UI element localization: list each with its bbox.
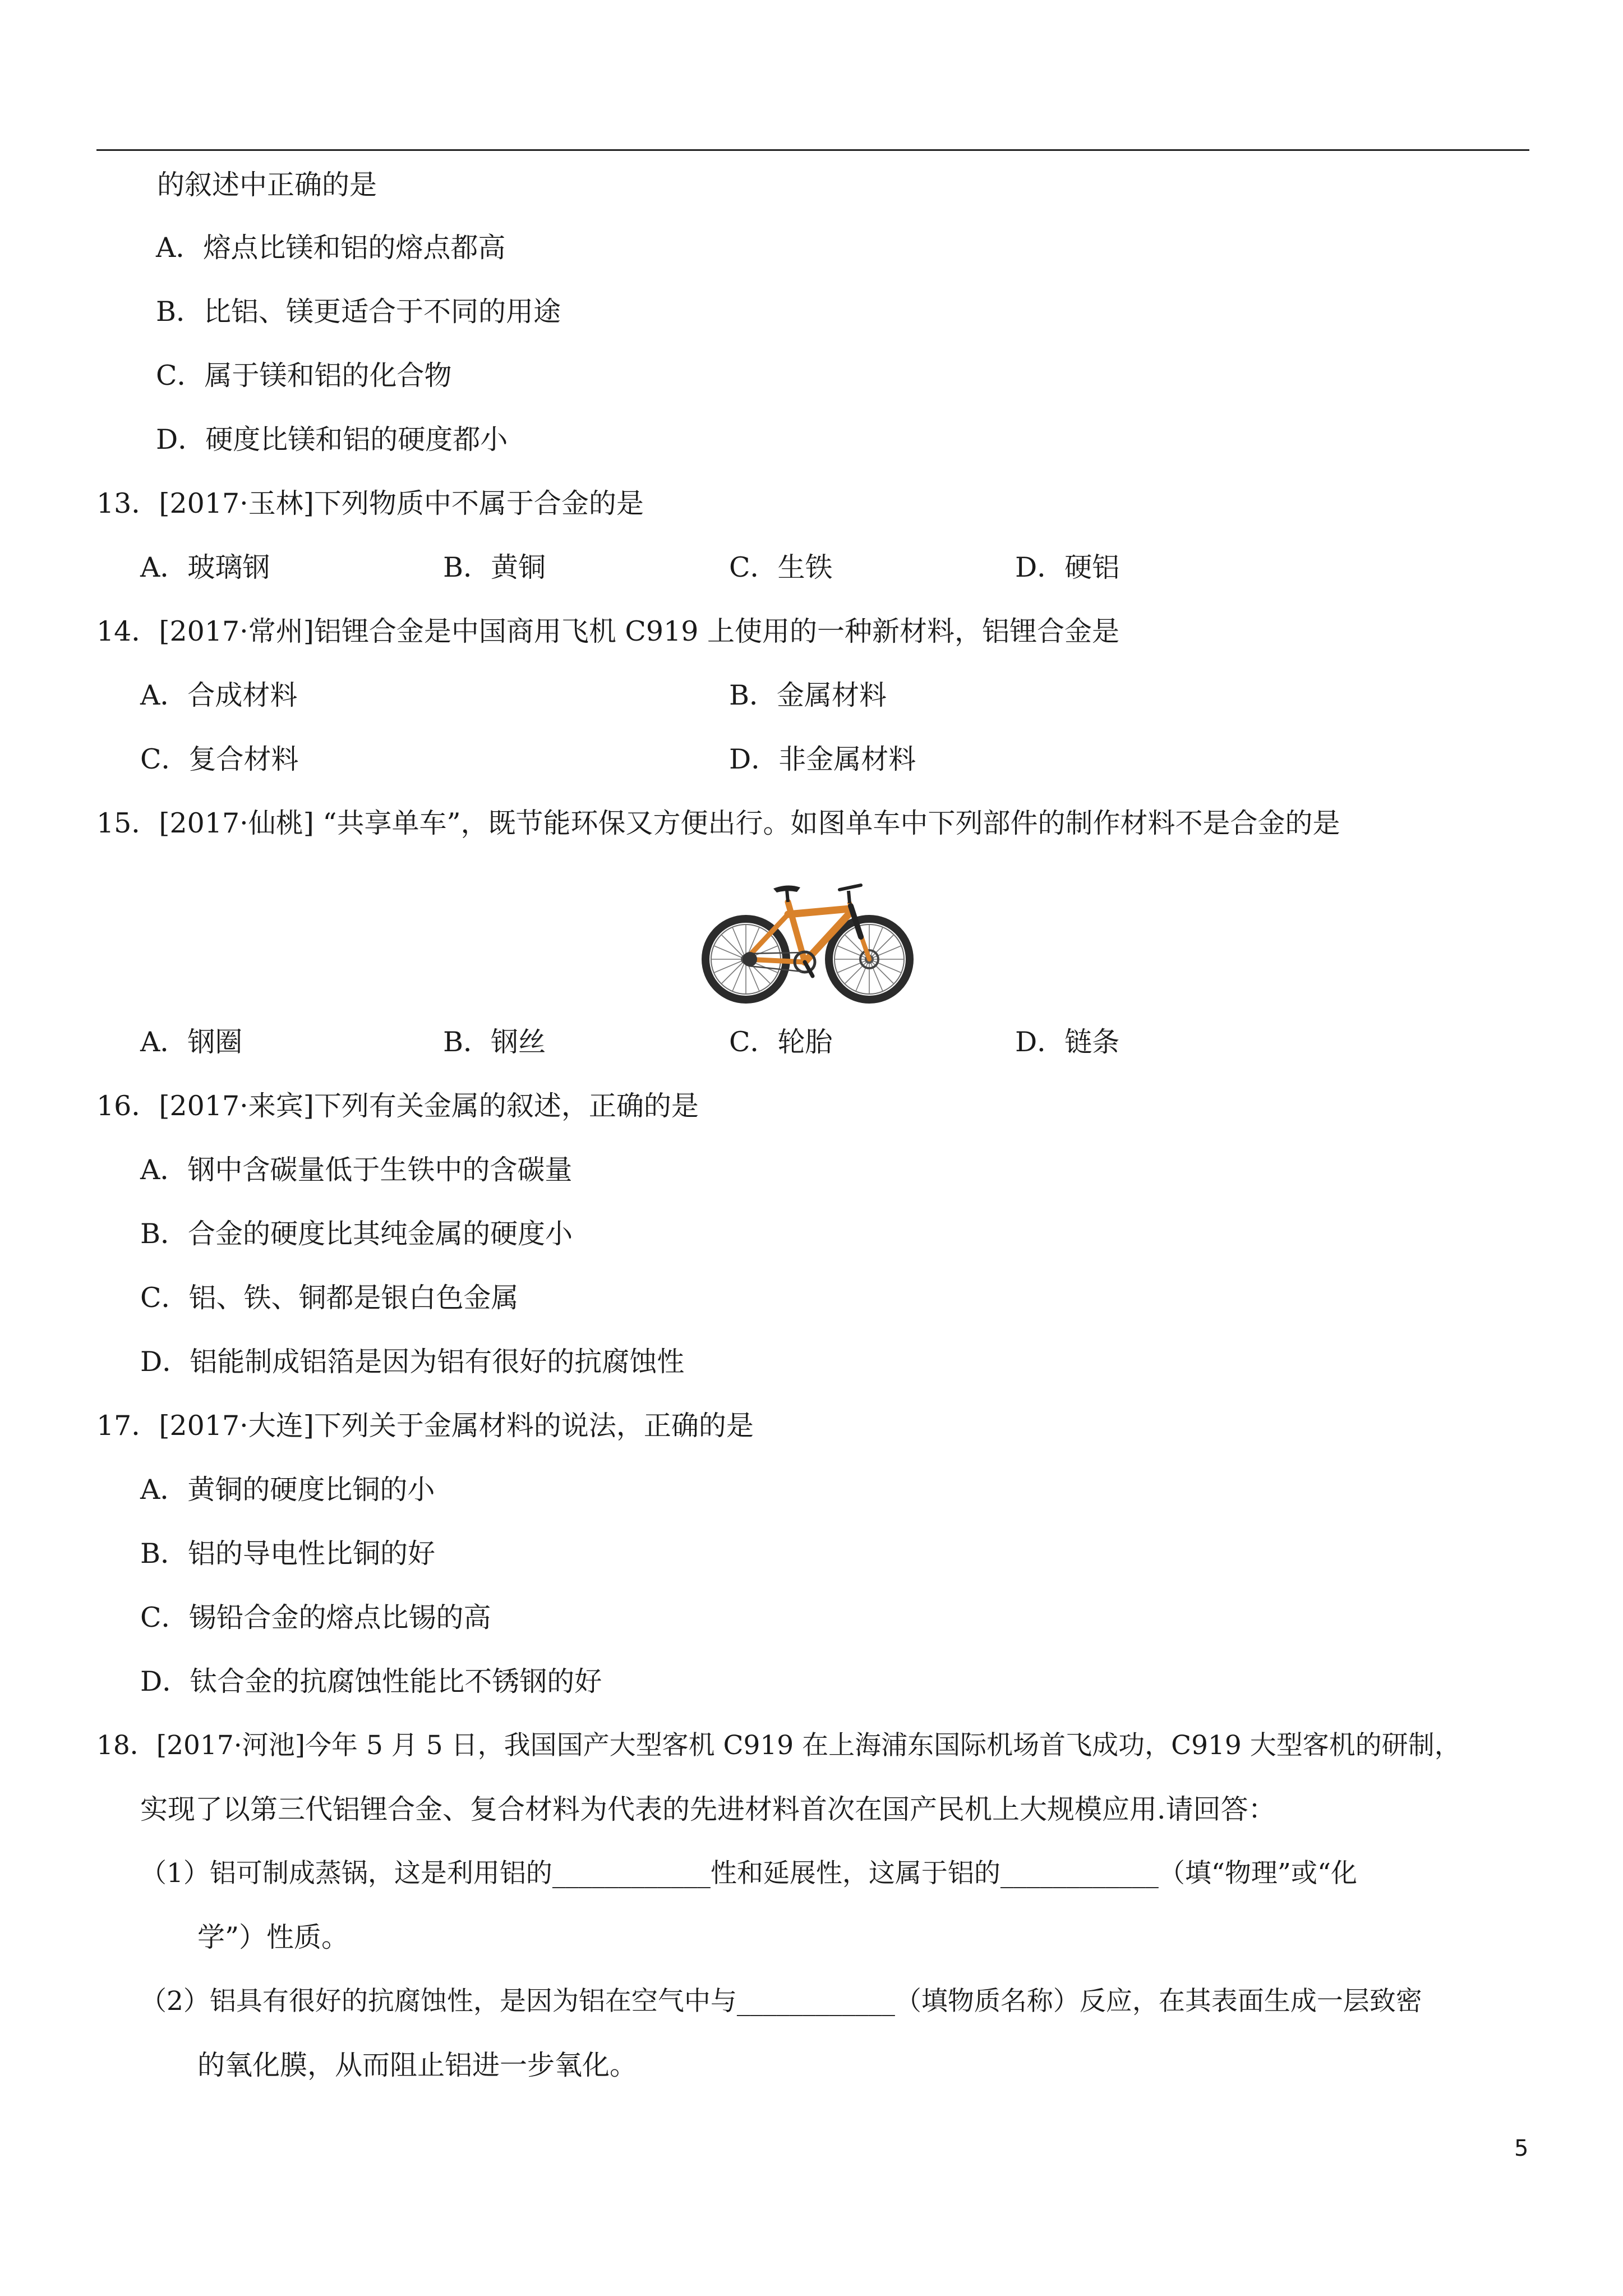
- q18-stem-line-2: 实现了以第三代铝锂合金、复合材料为代表的先进材料首次在国产民机上大规模应用.请回答：: [140, 1793, 1276, 1825]
- handlebar: [840, 885, 861, 903]
- q18-part1-line-1: （1）铝可制成蒸锅，这是利用铝的____________性和延展性，这属于铝的____________（填“物理”或“化: [140, 1858, 1357, 1889]
- q17-option-c: C．锡铅合金的熔点比锡的高: [140, 1602, 491, 1634]
- q16-option-d: D．铝能制成铝箔是因为铝有很好的抗腐蚀性: [140, 1346, 685, 1378]
- saddle: [773, 885, 800, 902]
- q18-stem-line-1: 18．[2017·河池]今年 5 月 5 日，我国国产大型客机 C919 在上海浦东国际机场首飞成功，C919 大型客机的研制，: [96, 1730, 1461, 1761]
- q12-option-c: C．属于镁和铝的化合物: [156, 360, 452, 392]
- q17-option-b: B．铝的导电性比铜的好: [140, 1538, 436, 1570]
- q17-option-d: D．钛合金的抗腐蚀性能比不锈钢的好: [140, 1665, 602, 1697]
- q16-stem: 16．[2017·来宾]下列有关金属的叙述，正确的是: [96, 1090, 699, 1122]
- q13-option-b: B．黄铜: [443, 551, 546, 583]
- q15-option-c: C．轮胎: [729, 1026, 833, 1058]
- q15-option-b: B．钢丝: [443, 1026, 546, 1058]
- page-number: 5: [1514, 2136, 1529, 2161]
- q15-option-d: D．链条: [1015, 1026, 1120, 1058]
- q16-option-b: B．合金的硬度比其纯金属的硬度小: [140, 1218, 573, 1250]
- q18-part1-line-2: 学”）性质。: [197, 1921, 349, 1953]
- q14-stem: 14．[2017·常州]铝锂合金是中国商用飞机 C919 上使用的一种新材料，铝锂合金是: [96, 615, 1120, 647]
- q12-option-d: D．硬度比镁和铝的硬度都小: [156, 424, 508, 455]
- q15-option-a: A．钢圈: [140, 1026, 243, 1058]
- q16-option-a: A．钢中含碳量低于生铁中的含碳量: [140, 1154, 573, 1186]
- q12-option-a: A．熔点比镁和铝的熔点都高: [156, 232, 506, 264]
- q14-option-a: A．合成材料: [140, 679, 298, 711]
- header-rule: [96, 149, 1529, 151]
- q14-option-c: C．复合材料: [140, 743, 299, 775]
- q15-stem: 15．[2017·仙桃] “共享单车”，既节能环保又方便出行。如图单车中下列部件的制作材料不是合金的是: [96, 807, 1340, 839]
- q16-option-c: C．铝、铁、铜都是银白色金属: [140, 1282, 519, 1314]
- q12-stem-continuation: 的叙述中正确的是: [157, 169, 377, 201]
- q14-option-d: D．非金属材料: [729, 743, 916, 775]
- q17-option-a: A．黄铜的硬度比铜的小: [140, 1474, 435, 1506]
- bicycle-illustration: [698, 875, 917, 1004]
- q13-option-a: A．玻璃钢: [140, 551, 270, 583]
- q13-option-c: C．生铁: [729, 551, 833, 583]
- q12-option-b: B．比铝、镁更适合于不同的用途: [156, 296, 561, 328]
- q18-part2-line-2: 的氧化膜，从而阻止铝进一步氧化。: [197, 2049, 638, 2081]
- q13-stem: 13．[2017·玉林]下列物质中不属于合金的是: [96, 487, 644, 519]
- q14-option-b: B．金属材料: [729, 679, 887, 711]
- q18-part2-line-1: （2）铝具有很好的抗腐蚀性，是因为铝在空气中与____________（填物质名称）反应，在其表面生成一层致密: [140, 1986, 1422, 2017]
- q17-stem: 17．[2017·大连]下列关于金属材料的说法，正确的是: [96, 1410, 754, 1442]
- q13-option-d: D．硬铝: [1015, 551, 1120, 583]
